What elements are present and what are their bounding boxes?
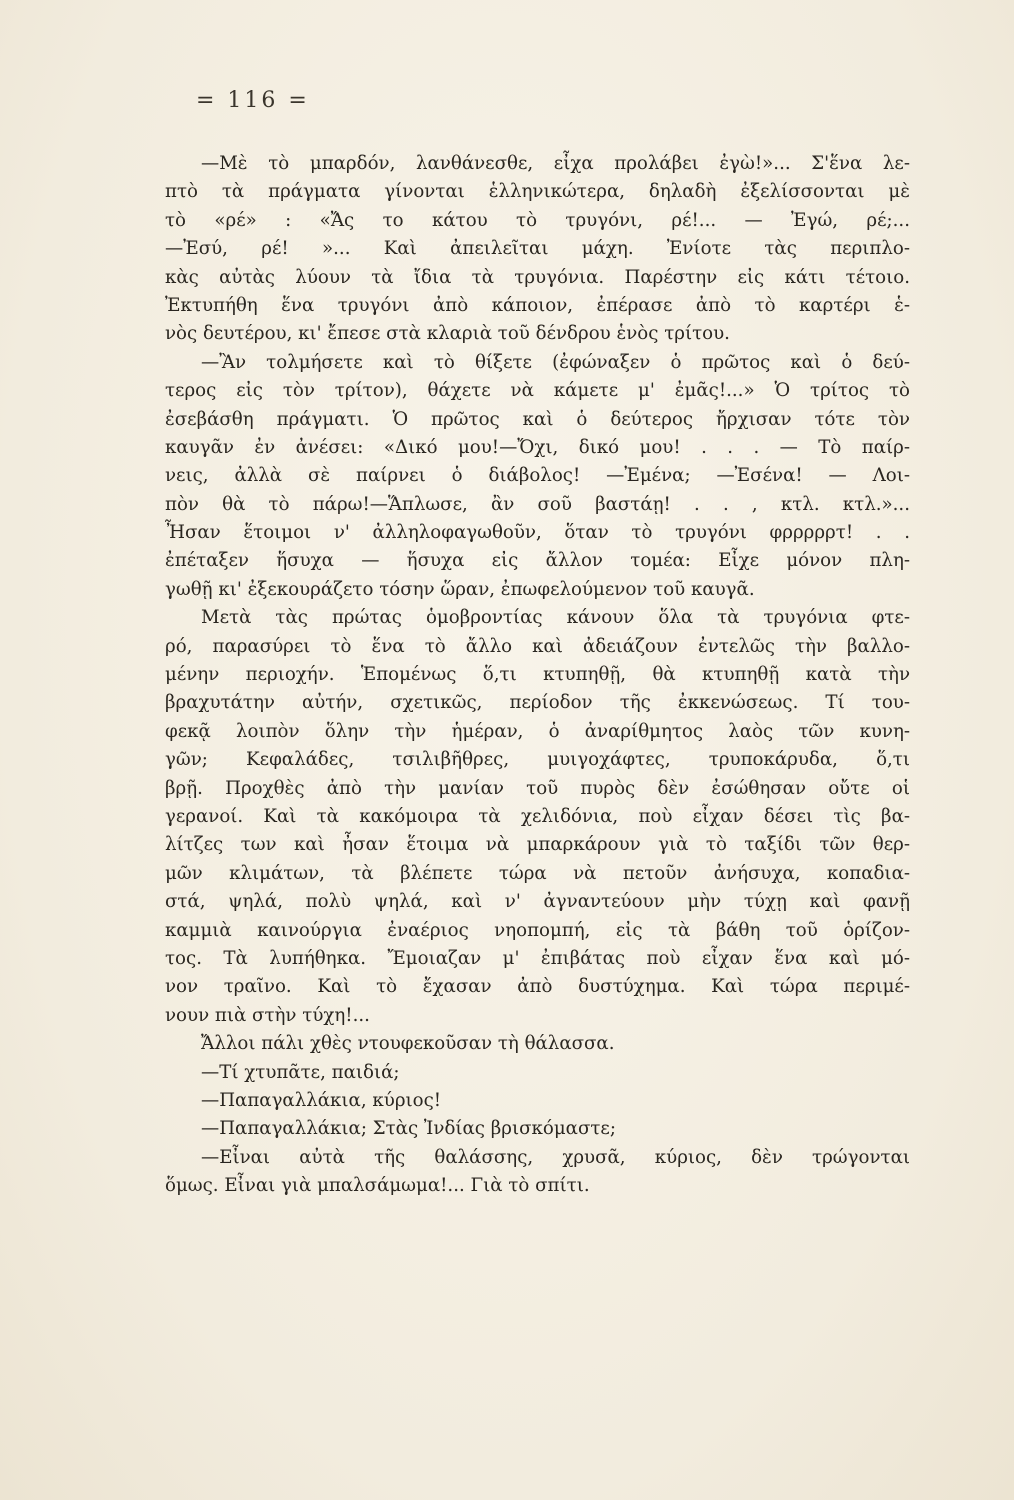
text-line: —Ἂν τολμήσετε καὶ τὸ θίξετε (ἐφώναξεν ὁ πρῶτος καὶ ὁ δεύ- [201, 351, 910, 373]
text-line: νον τραῖνο. Καὶ τὸ ἔχασαν ἀπὸ δυστύχημα. Καὶ τώρα περιμέ- [165, 976, 910, 998]
text-line: καυγᾶν ἐν ἀνέσει: «Δικό μου!—Ὄχι, δικό μου! . . . — Τὸ παίρ- [165, 436, 910, 458]
text-line: πὸν θὰ τὸ πάρω!—Ἅπλωσε, ἂν σοῦ βαστάῃ! . . , κτλ. κτλ.»... [165, 493, 910, 515]
text-line: ρό, παρασύρει τὸ ἕνα τὸ ἄλλο καὶ ἀδειάζουν ἐντελῶς τὴν βαλλο- [165, 635, 910, 657]
text-line: γερανοί. Καὶ τὰ κακόμοιρα τὰ χελιδόνια, ποὺ εἶχαν δέσει τὶς βα- [165, 805, 910, 827]
text-line: Ἄλλοι πάλι χθὲς ντουφεκοῦσαν τὴ θάλασσα. [201, 1033, 615, 1055]
text-line: Μετὰ τὰς πρώτας ὁμοβροντίας κάνουν ὅλα τὰ τρυγόνια φτε- [201, 607, 910, 629]
text-line: ἐσεβάσθη πράγματι. Ὁ πρῶτος καὶ ὁ δεύτερος ἤρχισαν τότε τὸν [165, 408, 910, 430]
text-line: ὅμως. Εἶναι γιὰ μπαλσάμωμα!... Γιὰ τὸ σπίτι. [165, 1175, 590, 1197]
text-line: νεις, ἀλλὰ σὲ παίρνει ὁ διάβολος! —Ἐμένα; —Ἐσένα! — Λοι- [165, 465, 910, 487]
text-line: —Παπαγαλλάκια, κύριος! [201, 1089, 442, 1111]
text-line: Ἐκτυπήθη ἕνα τρυγόνι ἀπὸ κάποιον, ἐπέρασε ἀπὸ τὸ καρτέρι ἑ- [165, 294, 910, 316]
text-line: μένην περιοχήν. Ἑπομένως ὅ,τι κτυπηθῇ, θὰ κτυπηθῇ κατὰ τὴν [165, 664, 910, 686]
text-line: βραχυτάτην αὐτήν, σχετικῶς, περίοδον τῆς ἐκκενώσεως. Τί του- [165, 692, 910, 714]
text-line: καμμιὰ καινούργια ἐναέριος νηοπομπή, εἰς τὰ βάθη τοῦ ὁρίζον- [165, 919, 910, 941]
text-line: κὰς αὐτὰς λύουν τὰ ἴδια τὰ τρυγόνια. Παρέστην εἰς κάτι τέτοιο. [165, 266, 910, 288]
page-number: = 116 = [196, 88, 310, 113]
text-line: πτὸ τὰ πράγματα γίνονται ἑλληνικώτερα, δηλαδὴ ἐξελίσσονται μὲ [165, 181, 910, 203]
text-line: —Τί χτυπᾶτε, παιδιά; [201, 1061, 400, 1083]
text-line: τὸ «ρέ» : «Ἄς το κάτου τὸ τρυγόνι, ρέ!... — Ἐγώ, ρέ;... [165, 209, 910, 231]
text-line: βρῇ. Προχθὲς ἀπὸ τὴν μανίαν τοῦ πυρὸς δὲν ἐσώθησαν οὔτε οἱ [165, 777, 910, 799]
text-line: νὸς δευτέρου, κι' ἔπεσε στὰ κλαριὰ τοῦ δένδρου ἑνὸς τρίτου. [165, 323, 730, 345]
text-line: ἐπέταξεν ἥσυχα — ἥσυχα εἰς ἄλλον τομέα: Εἶχε μόνον πλη- [165, 550, 910, 572]
text-line: λίτζες των καὶ ἦσαν ἕτοιμα νὰ μπαρκάρουν γιὰ τὸ ταξίδι τῶν θερ- [165, 834, 910, 856]
text-line: μῶν κλιμάτων, τὰ βλέπετε τώρα νὰ πετοῦν ἀνήσυχα, κοπαδια- [165, 862, 910, 884]
text-line: νουν πιὰ στὴν τύχη!... [165, 1004, 370, 1026]
body-text [165, 150, 910, 1200]
text-line: στά, ψηλά, πολὺ ψηλά, καὶ ν' ἀγναντεύουν μὴν τύχῃ καὶ φανῇ [165, 891, 910, 913]
text-line: —Ἐσύ, ρέ! »... Καὶ ἀπειλεῖται μάχη. Ἐνίοτε τὰς περιπλο- [165, 238, 910, 260]
text-line: τερος εἰς τὸν τρίτον), θάχετε νὰ κάμετε μ' ἐμᾶς!...» Ὁ τρίτος τὸ [165, 380, 910, 402]
text-line: φεκᾷ λοιπὸν ὅλην τὴν ἡμέραν, ὁ ἀναρίθμητος λαὸς τῶν κυνη- [165, 720, 910, 742]
text-line: —Εἶναι αὐτὰ τῆς θαλάσσης, χρυσᾶ, κύριος, δὲν τρώγονται [201, 1146, 910, 1168]
text-line: —Μὲ τὸ μπαρδόν, λανθάνεσθε, εἶχα προλάβει ἐγὼ!»... Σ'ἕνα λε- [201, 153, 910, 174]
text-line: τος. Τὰ λυπήθηκα. Ἔμοιαζαν μ' ἐπιβάτας ποὺ εἶχαν ἕνα καὶ μό- [165, 947, 910, 969]
text-line: γῶν; Κεφαλάδες, τσιλιβῆθρες, μυιγοχάφτες, τρυποκάρυδα, ὅ,τι [165, 749, 910, 771]
text-line: —Παπαγαλλάκια; Στὰς Ἰνδίας βρισκόμαστε; [201, 1118, 616, 1140]
text-line: Ἦσαν ἕτοιμοι ν' ἀλληλοφαγωθοῦν, ὅταν τὸ τρυγόνι φρρρρρτ! . . [165, 522, 910, 544]
text-line: γωθῇ κι' ἐξεκουράζετο τόσην ὥραν, ἐπωφελούμενον τοῦ καυγᾶ. [165, 578, 755, 600]
